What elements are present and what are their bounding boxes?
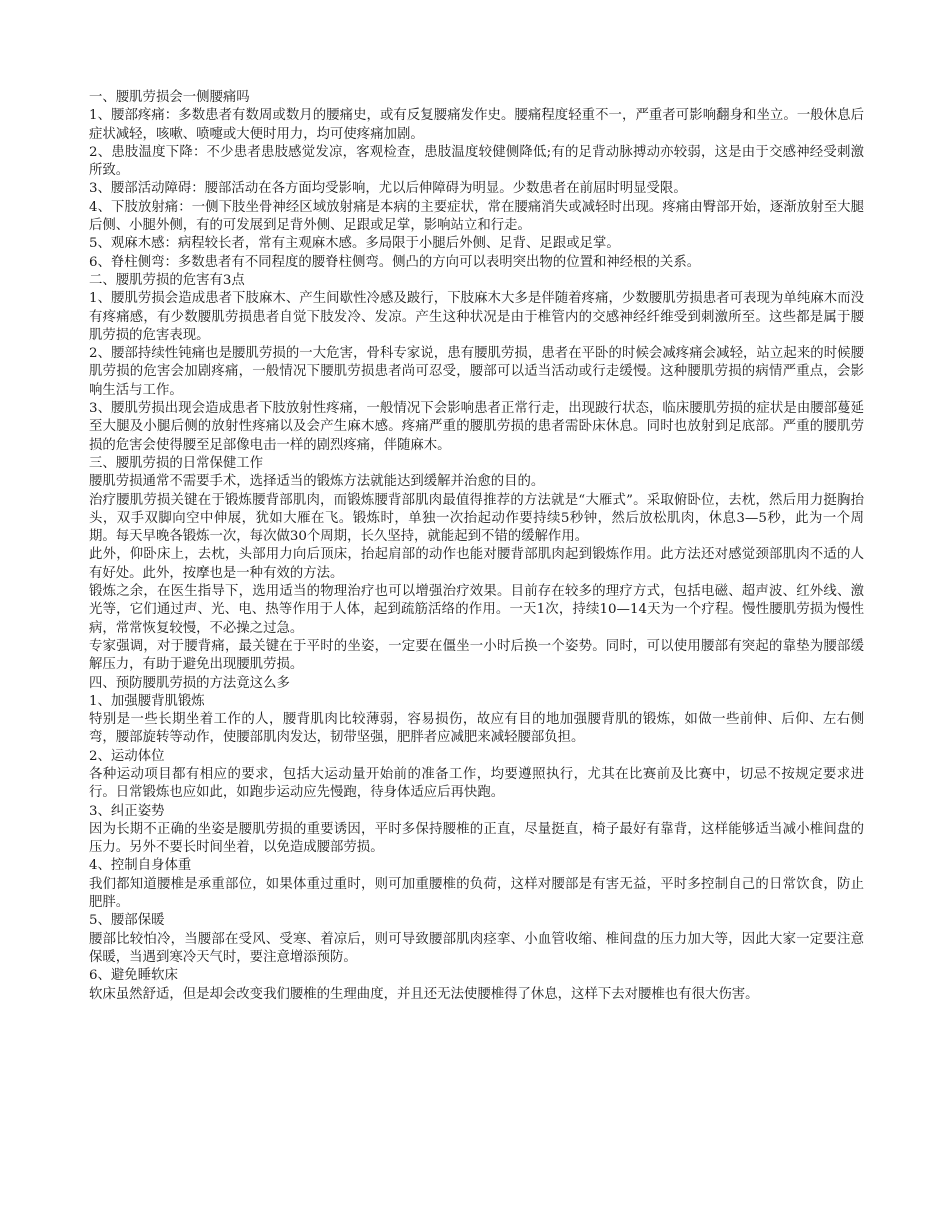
section-heading: 6、避免睡软床: [89, 968, 178, 984]
paragraph: 锻炼之余，在医生指导下，选用适当的物理治疗也可以增强治疗效果。目前存在较多的理疗方式，包括电磁、超声波、红外线、激光等，它们通过声、光、电、热等作用于人体，起到疏筋活络的作用。一天1次，持续10—14天为一个疗程。慢性腰肌劳损为慢性病，常常恢复较慢，不必操之过急。: [89, 584, 864, 636]
paragraph: 各种运动项目都有相应的要求，包括大运动量开始前的准备工作，均要遵照执行，尤其在比赛前及比赛中，切忌不按规定要求进行。日常锻炼也应如此，如跑步运动应先慢跑，待身体适应后再快跑。: [89, 766, 864, 801]
paragraph: 1、腰部疼痛：多数患者有数周或数月的腰痛史，或有反复腰痛发作史。腰痛程度轻重不一，严重者可影响翻身和坐立。一般休息后症状减轻，咳嗽、喷嚏或大便时用力，均可使疼痛加剧。: [89, 108, 864, 142]
section-heading: 3、纠正姿势: [89, 803, 165, 819]
paragraph: 腰部比较怕冷，当腰部在受风、受寒、着凉后，则可导致腰部肌肉痉挛、小血管收缩、椎间盘的压力加大等，因此大家一定要注意保暖，当遇到寒冷天气时，要注意增添预防。: [89, 931, 864, 965]
paragraph: 3、腰部活动障碍：腰部活动在各方面均受影响，尤以后伸障碍为明显。少数患者在前屈时明显受限。: [89, 181, 687, 197]
paragraph: 4、下肢放射痛：一侧下肢坐骨神经区域放射痛是本病的主要症状，常在腰痛消失或减轻时出现。疼痛由臀部开始，逐渐放射至大腿后侧、小腿外侧，有的可发展到足背外侧、足跟或足掌，影响站立和行走。: [89, 199, 864, 234]
section-heading: 5、腰部保暖: [89, 913, 165, 929]
section-heading: 一、腰肌劳损会一侧腰痛吗: [89, 90, 250, 105]
section-heading: 1、加强腰背肌锻炼: [89, 693, 205, 709]
paragraph: 2、患肢温度下降：不少患者患肢感觉发凉，客观检查，患肢温度较健侧降低;有的足背动脉搏动亦较弱，这是由于交感神经受刺激所致。: [89, 144, 864, 179]
paragraph: 5、观麻木感：病程较长者，常有主观麻木感。多局限于小腿后外侧、足背、足跟或足掌。: [89, 236, 620, 252]
paragraph: 6、脊柱侧弯：多数患者有不同程度的腰脊柱侧弯。侧凸的方向可以表明突出物的位置和神经根的关系。: [89, 254, 701, 270]
paragraph: 软床虽然舒适，但是却会改变我们腰椎的生理曲度，并且还无法使腰椎得了休息，这样下去对腰椎也有很大伤害。: [89, 986, 759, 1002]
paragraph: 治疗腰肌劳损关键在于锻炼腰背部肌肉，而锻炼腰背部肌肉最值得推荐的方法就是“大雁式”。采取俯卧位，去枕，然后用力挺胸抬头，双手双脚向空中伸展，犹如大雁在飞。锻炼时，单独一次抬起动作要持续5秒钟，然后放松肌肉，休息3—5秒，此为一个周期。每天早晚各锻炼一次，每次做30个周期，长久坚持，就能起到不错的缓解作用。: [89, 492, 864, 545]
paragraph: 1、腰肌劳损会造成患者下肢麻木、产生间歇性冷感及跛行，下肢麻木大多是伴随着疼痛，少数腰肌劳损患者可表现为单纯麻木而没有疼痛感，有少数腰肌劳损患者自觉下肢发冷、发凉。产生这种状况是由于椎管内的交感神经纤维受到刺激所至。这些都是属于腰肌劳损的危害表现。: [89, 291, 864, 343]
section-heading: 四、预防腰肌劳损的方法竟这么多: [89, 675, 290, 691]
paragraph: 3、腰肌劳损出现会造成患者下肢放射性疼痛，一般情况下会影响患者正常行走，出现跛行状态，临床腰肌劳损的症状是由腰部蔓延至大腿及小腿后侧的放射性疼痛以及会产生麻木感。疼痛严重的腰肌劳损的患者需卧床休息。同时也放射到足底部。严重的腰肌劳损的危害会使得腰至足部像电击一样的剧烈疼痛，伴随麻木。: [89, 401, 864, 453]
section-heading: 二、腰肌劳损的危害有3点: [89, 272, 245, 288]
section-heading: 4、控制自身体重: [89, 858, 192, 874]
document-body: [89, 89, 864, 1004]
paragraph: 专家强调，对于腰背痛，最关键在于平时的坐姿，一定要在僵坐一小时后换一个姿势。同时，可以使用腰部有突起的靠垫为腰部缓解压力，有助于避免出现腰肌劳损。: [89, 638, 864, 673]
paragraph: 特别是一些长期坐着工作的人，腰背肌肉比较薄弱，容易损伤，故应有目的地加强腰背肌的锻炼，如做一些前伸、后仰、左右侧弯，腰部旋转等动作，使腰部肌肉发达，韧带坚强，肥胖者应减肥来减轻腰部负担。: [89, 712, 864, 746]
section-heading: 三、腰肌劳损的日常保健工作: [89, 455, 264, 471]
paragraph: 因为长期不正确的坐姿是腰肌劳损的重要诱因，平时多保持腰椎的正直，尽量挺直，椅子最好有靠背，这样能够适当减小椎间盘的压力。另外不要长时间坐着，以免造成腰部劳损。: [89, 821, 864, 856]
paragraph: 我们都知道腰椎是承重部位，如果体重过重时，则可加重腰椎的负荷，这样对腰部是有害无益，平时多控制自己的日常饮食，防止肥胖。: [89, 876, 864, 911]
paragraph: 2、腰部持续性钝痛也是腰肌劳损的一大危害，骨科专家说，患有腰肌劳损，患者在平卧的时候会减疼痛会减轻，站立起来的时候腰肌劳损的危害会加剧疼痛，一般情况下腰肌劳损患者尚可忍受，腰部可以适当活动或行走缓慢。这种腰肌劳损的病情严重点，会影响生活与工作。: [89, 346, 864, 398]
paragraph: 此外，仰卧床上，去枕，头部用力向后顶床，抬起肩部的动作也能对腰背部肌肉起到锻炼作用。此方法还对感觉颈部肌肉不适的人有好处。此外，按摩也是一种有效的方法。: [89, 547, 864, 581]
paragraph: 腰肌劳损通常不需要手术，选择适当的锻炼方法就能达到缓解并治愈的目的。: [89, 474, 545, 490]
section-heading: 2、运动体位: [89, 748, 165, 764]
